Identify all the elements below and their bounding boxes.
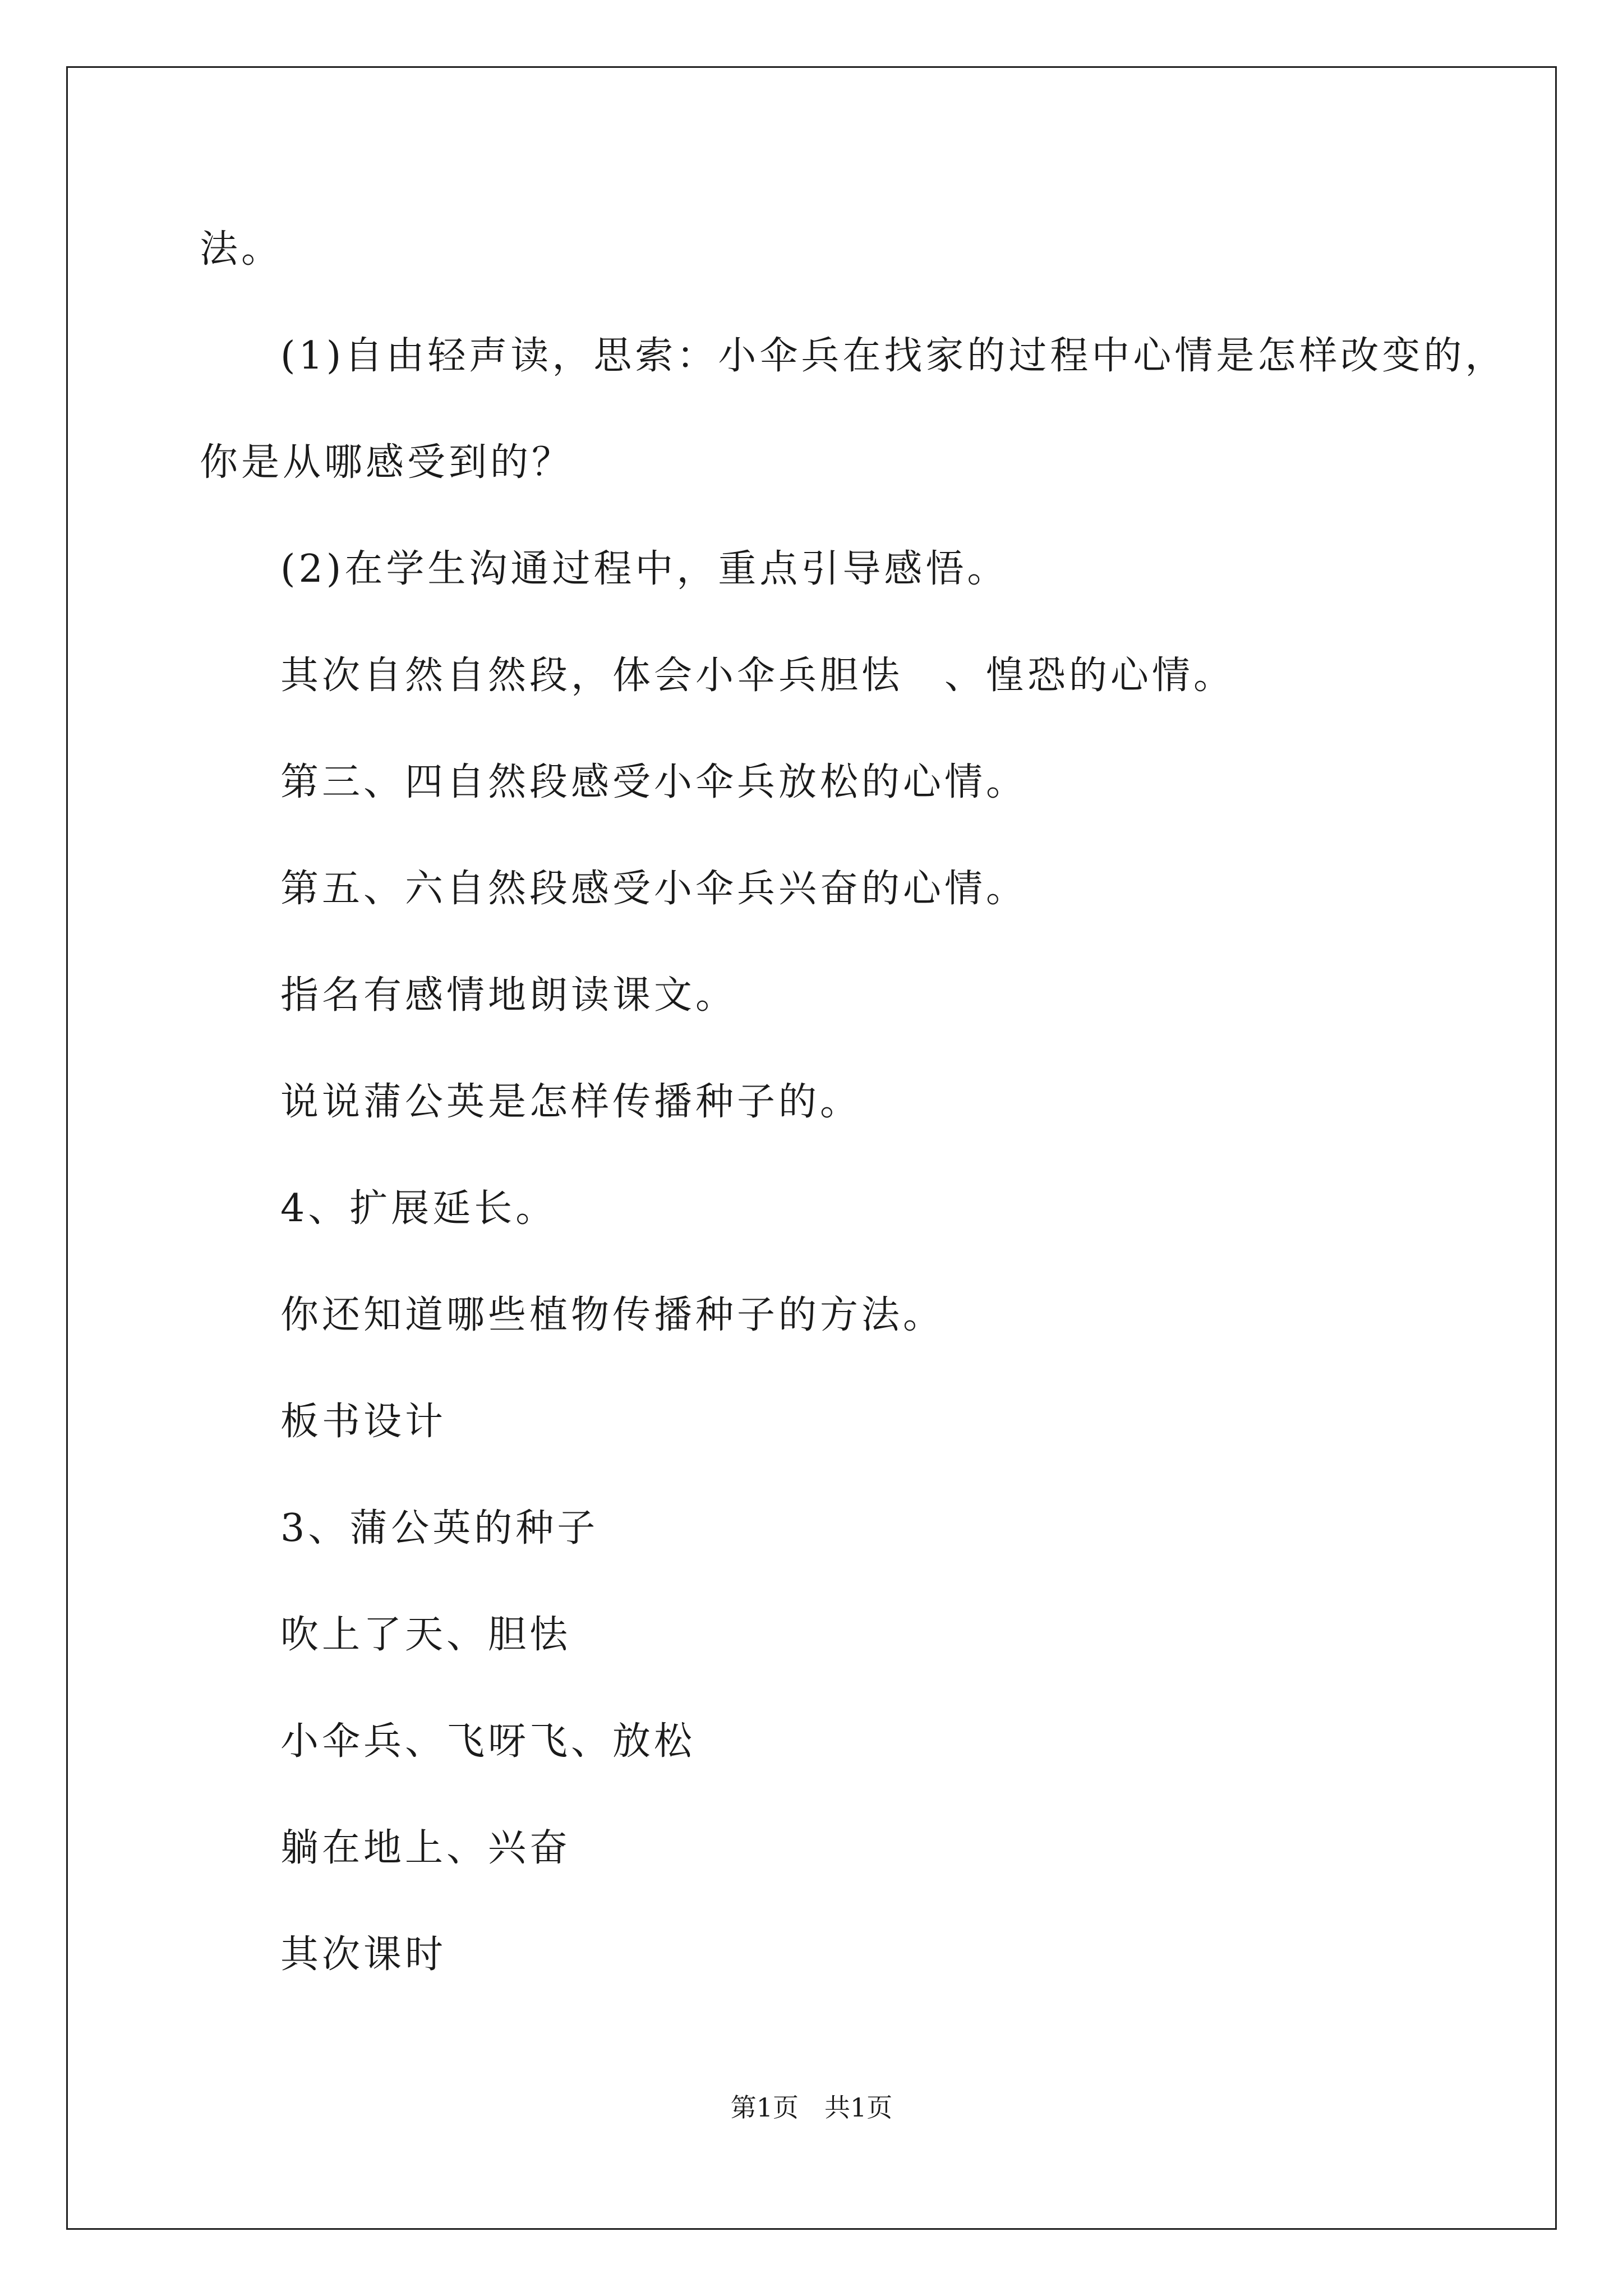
text-line-5: 其次自然自然段，体会小伞兵胆怯 、惶恐的心情。 [280, 654, 1235, 698]
text-line-10: 4、扩展延长。 [280, 1186, 557, 1231]
page-footer: 第1页 共1页 [730, 2092, 893, 2123]
text-line-13: 3、蒲公英的种子 [280, 1506, 599, 1550]
text-line-7: 第五、六自然段感受小伞兵兴奋的心情。 [280, 867, 1028, 911]
text-line-14: 吹上了天、胆怯 [280, 1613, 571, 1657]
text-line-16: 躺在地上、兴奋 [280, 1826, 571, 1870]
page-border [66, 66, 1557, 2230]
text-line-3: 你是从哪感受到的？ [200, 440, 574, 485]
text-line-6: 第三、四自然段感受小伞兵放松的心情。 [280, 760, 1028, 804]
text-line-8: 指名有感情地朗读课文。 [280, 973, 737, 1018]
text-line-9: 说说蒲公英是怎样传播种子的。 [280, 1080, 862, 1124]
text-line-4: (2)在学生沟通过程中，重点引导感悟。 [280, 547, 1009, 591]
text-line-1: 法。 [200, 227, 283, 272]
text-line-11: 你还知道哪些植物传播种子的方法。 [280, 1293, 945, 1337]
text-line-12: 板书设计 [280, 1400, 447, 1444]
text-line-17: 其次课时 [280, 1932, 447, 1977]
text-line-15: 小伞兵、飞呀飞、放松 [280, 1719, 696, 1764]
text-line-2: (1)自由轻声读，思索：小伞兵在找家的过程中心情是怎样改变的， [280, 334, 1507, 378]
